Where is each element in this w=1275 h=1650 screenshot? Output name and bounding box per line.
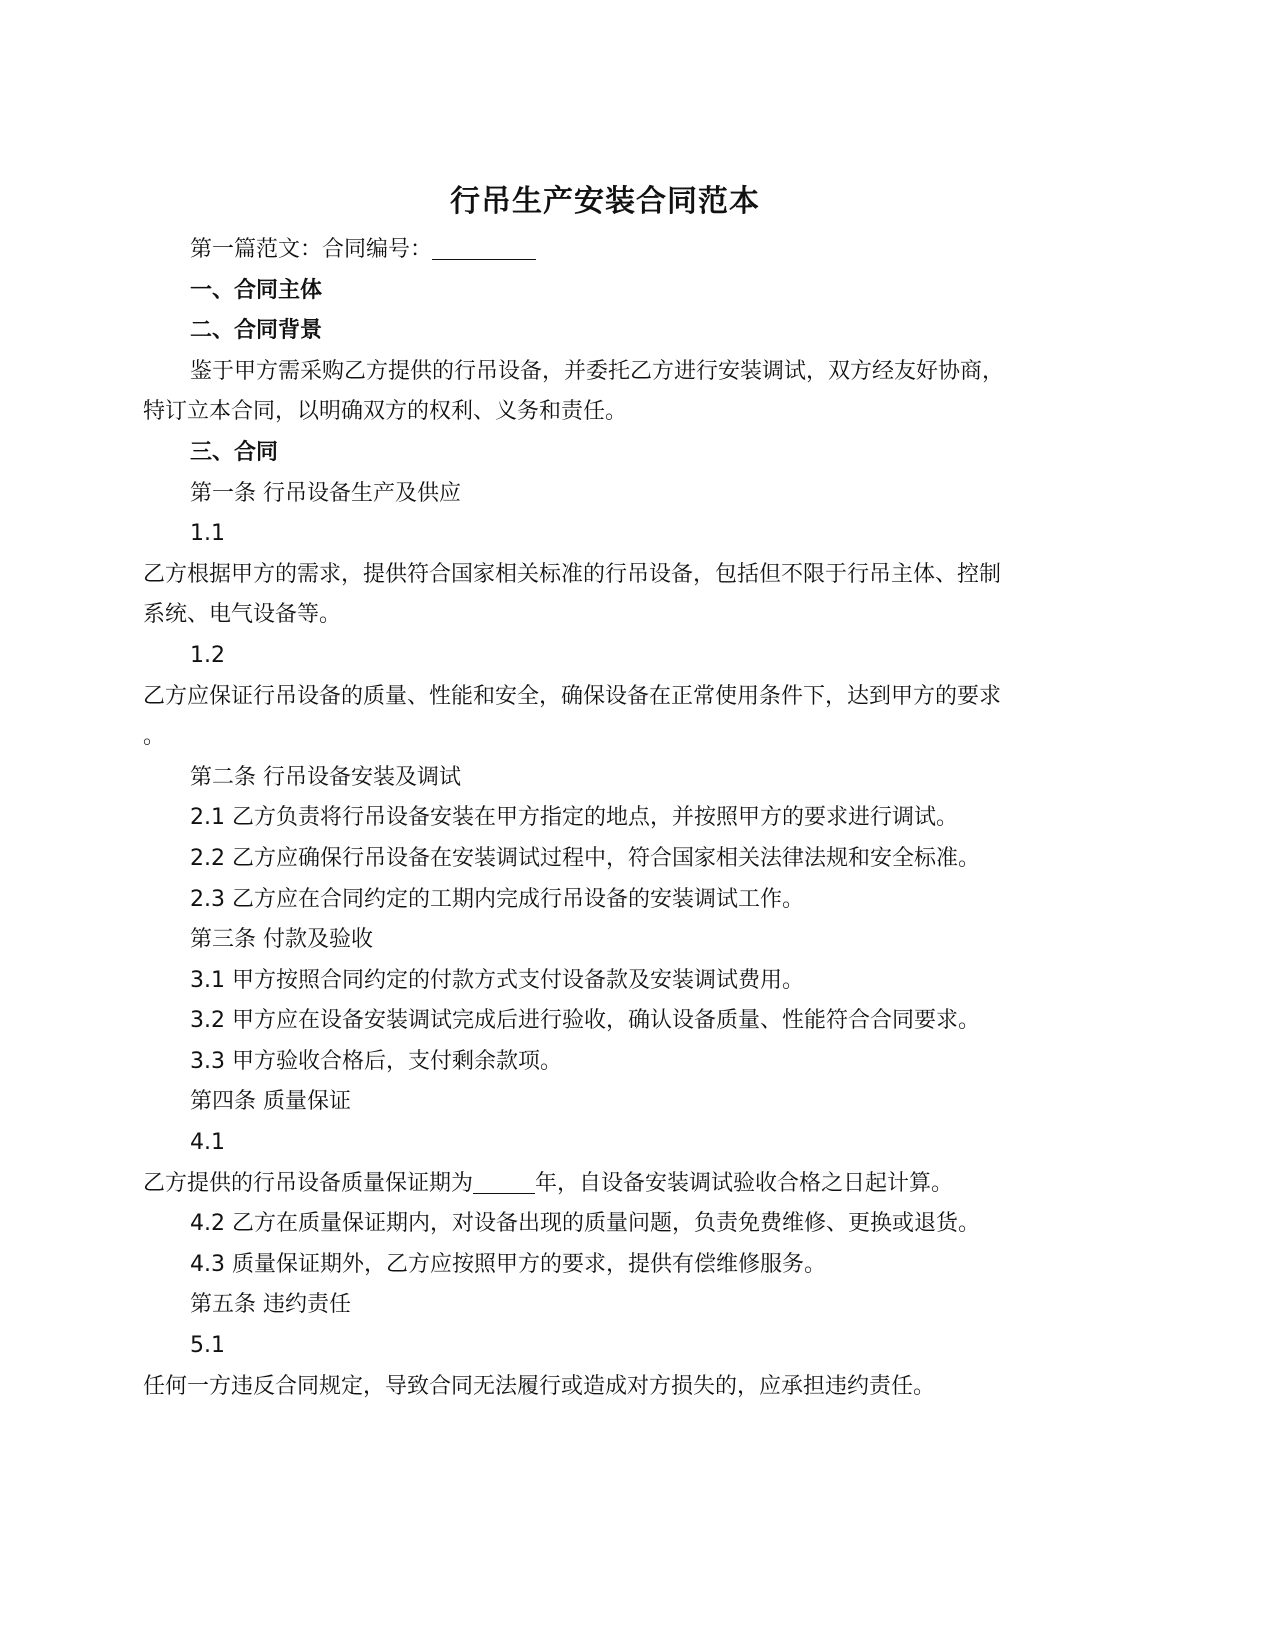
paragraph-line: 乙方应保证行吊设备的质量、性能和安全，确保设备在正常使用条件下，达到甲方的要求 xyxy=(143,683,1002,709)
clause-line: 3.2 甲方应在设备安装调试完成后进行验收，确认设备质量、性能符合合同要求。 xyxy=(190,1008,980,1034)
article-heading: 第三条 付款及验收 xyxy=(190,927,373,953)
clause-line: 4.2 乙方在质量保证期内，对设备出现的质量问题，负责免费维修、更换或退货。 xyxy=(190,1211,980,1237)
contract-number-blank xyxy=(432,231,536,260)
paragraph-line: 鉴于甲方需采购乙方提供的行吊设备，并委托乙方进行安装调试，双方经友好协商， xyxy=(190,358,1005,384)
clause-number: 1.2 xyxy=(190,642,225,668)
section-heading: 二、合同背景 xyxy=(190,318,323,344)
paragraph-line: 特订立本合同，以明确双方的权利、义务和责任。 xyxy=(143,399,628,425)
warranty-text: 乙方提供的行吊设备质量保证期为 xyxy=(143,1170,474,1196)
warranty-line xyxy=(143,1164,1083,1205)
document-body xyxy=(143,230,1083,1407)
document-title: 行吊生产安装合同范本 xyxy=(450,184,760,219)
section-heading: 一、合同主体 xyxy=(190,277,323,303)
paragraph-line: 乙方根据甲方的需求，提供符合国家相关标准的行吊设备，包括但不限于行吊主体、控制 xyxy=(143,561,1002,587)
article-heading: 第二条 行吊设备安装及调试 xyxy=(190,764,461,790)
clause-line: 3.3 甲方验收合格后，支付剩余款项。 xyxy=(190,1048,562,1074)
paragraph-line: 。 xyxy=(143,724,166,750)
clause-number: 4.1 xyxy=(190,1130,225,1156)
article-heading: 第四条 质量保证 xyxy=(190,1089,351,1115)
clause-line: 2.2 乙方应确保行吊设备在安装调试过程中，符合国家相关法律法规和安全标准。 xyxy=(190,845,980,871)
section-heading: 三、合同 xyxy=(190,439,279,465)
clause-line: 3.1 甲方按照合同约定的付款方式支付设备款及安装调试费用。 xyxy=(190,967,804,993)
contract-number-label: 第一篇范文：合同编号： xyxy=(190,237,433,262)
clause-line: 4.3 质量保证期外，乙方应按照甲方的要求，提供有偿维修服务。 xyxy=(190,1251,826,1277)
warranty-years-blank xyxy=(473,1165,535,1194)
paragraph-line: 系统、电气设备等。 xyxy=(143,602,342,628)
contract-number-line xyxy=(143,230,1083,271)
paragraph-line: 任何一方违反合同规定，导致合同无法履行或造成对方损失的，应承担违约责任。 xyxy=(143,1373,936,1399)
clause-line: 2.3 乙方应在合同约定的工期内完成行吊设备的安装调试工作。 xyxy=(190,886,804,912)
article-heading: 第五条 违约责任 xyxy=(190,1292,351,1318)
clause-number: 1.1 xyxy=(190,521,225,547)
clause-number: 5.1 xyxy=(190,1333,225,1359)
clause-line: 2.1 乙方负责将行吊设备安装在甲方指定的地点，并按照甲方的要求进行调试。 xyxy=(190,805,958,831)
warranty-text-end: 年，自设备安装调试验收合格之日起计算。 xyxy=(535,1170,954,1196)
article-heading: 第一条 行吊设备生产及供应 xyxy=(190,480,461,506)
